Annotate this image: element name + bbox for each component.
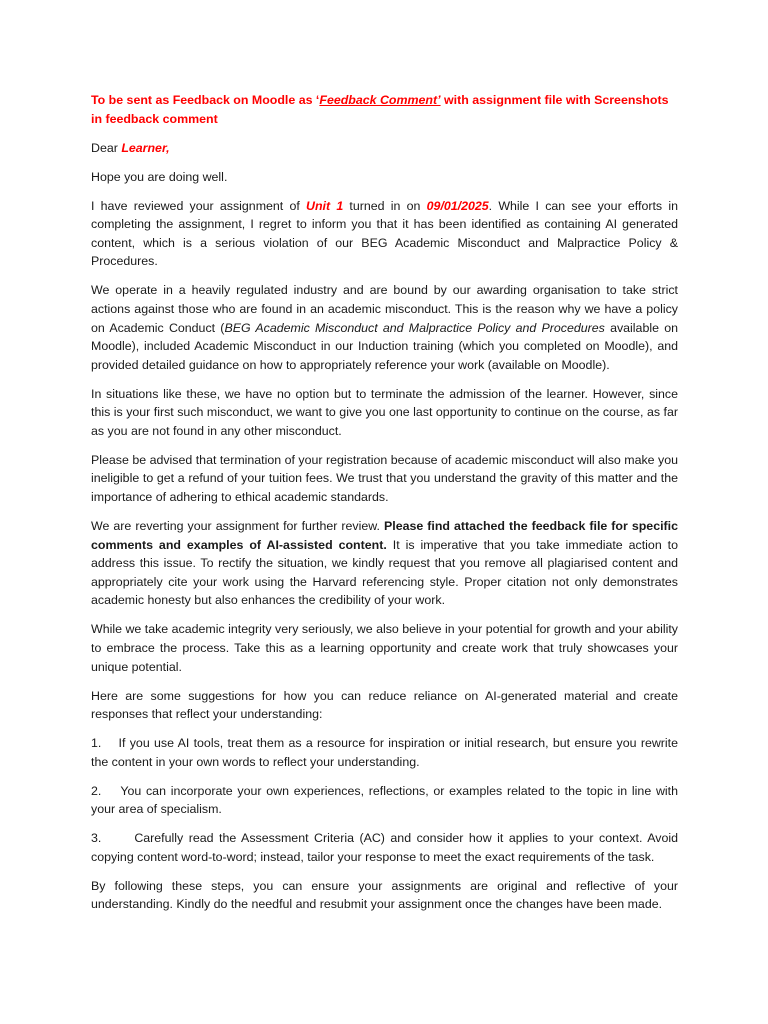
- paragraph-closing: By following these steps, you can ensure your assignments are original and reflective of your understanding. Kindly do the needful and resubmit your assignment once the changes have been made.: [91, 878, 678, 912]
- suggestion-item: [91, 829, 678, 866]
- heading-suffix: with assignment file with Screenshots in feedback comment: [91, 93, 669, 126]
- submission-date: 09/01/2025: [426, 198, 489, 213]
- feedback-file-notice: Please find attached the feedback file for specific comments and examples of AI-assisted content.: [91, 519, 678, 552]
- recipient-name: Learner,: [121, 140, 170, 155]
- paragraph-integrity: While we take academic integrity very seriously, we also believe in your potential for growth and your ability to embrace the process. Take this as a learning opportunity and create work that truly showcases your unique potential.: [91, 622, 678, 674]
- suggestion-item: [91, 734, 678, 771]
- suggestion-number: 3.: [91, 831, 102, 846]
- paragraph-situation: In situations like these, we have no option but to terminate the admission of the learner. However, since this is your first such misconduct, we want to give you one last opportunity to continue on the course, as far as you are not found in any other misconduct.: [91, 386, 678, 438]
- p5-text-b: It is imperative that you take immediate action to address this issue. To rectify the situation, we kindly request that you remove all plagiarised content and appropriately cite your work using the Harvard referencing style. Proper citation not only demonstrates academic honesty but also enhances the credibility of your work.: [91, 537, 678, 608]
- suggestion-text: You can incorporate your own experiences, reflections, or examples related to the topic in line with your area of specialism.: [91, 783, 678, 817]
- greeting: [91, 139, 678, 158]
- suggestion-number: 2.: [91, 783, 102, 798]
- p2-text-a: We operate in a heavily regulated industry and are bound by our awarding organisation to take strict actions against those who are found in an academic misconduct. This is the reason why we have a policy on Academic Conduct (: [91, 283, 678, 335]
- unit-name: Unit 1: [306, 198, 344, 213]
- paragraph-regulation: [91, 281, 678, 374]
- feedback-comment-label: Feedback Comment’: [319, 93, 441, 107]
- instruction-heading: [91, 91, 678, 128]
- heading-prefix: To be sent as Feedback on Moodle as ‘: [91, 93, 320, 107]
- suggestion-item: [91, 782, 678, 819]
- hope-line: Hope you are doing well.: [91, 169, 228, 184]
- paragraph-termination: Please be advised that termination of your registration because of academic misconduct will also make you ineligible to get a refund of your tuition fees. We trust that you understand the gravity of this matter and the importance of adhering to ethical academic standards.: [91, 452, 678, 505]
- p1-text-c: . While I can see your efforts in completing the assignment, I regret to inform you that it has been identified as containing AI generated content, which is a serious violation of our BEG Academic Misconduct and Malpractice Policy & Procedures.: [91, 198, 678, 269]
- paragraph-suggestions-intro: Here are some suggestions for how you can reduce reliance on AI-generated material and create responses that reflect your understanding:: [91, 688, 678, 722]
- suggestion-text: If you use AI tools, treat them as a resource for inspiration or initial research, but ensure you rewrite the content in your own words to reflect your understanding.: [91, 736, 679, 769]
- paragraph-reverting: [91, 517, 678, 610]
- p2-text-b: available on Moodle), included Academic Misconduct in our Induction training (which you completed on Moodle), and provided detailed guidance on how to appropriately reference your work (available on Moodle).: [91, 320, 678, 372]
- p5-text-a: We are reverting your assignment for further review.: [91, 519, 384, 534]
- policy-name: BEG Academic Misconduct and Malpractice Policy and Procedures: [224, 320, 605, 335]
- suggestion-number: 1.: [91, 736, 102, 751]
- greeting-dear: Dear: [91, 140, 122, 155]
- paragraph-review: [91, 197, 678, 271]
- p1-text-a: I have reviewed your assignment of: [91, 198, 307, 213]
- suggestion-text: Carefully read the Assessment Criteria (AC) and consider how it applies to your context. Avoid copying content word-to-word; instead, tailor your response to meet the exact requirements of the task.: [91, 831, 679, 864]
- p1-text-b: turned in on: [343, 198, 427, 213]
